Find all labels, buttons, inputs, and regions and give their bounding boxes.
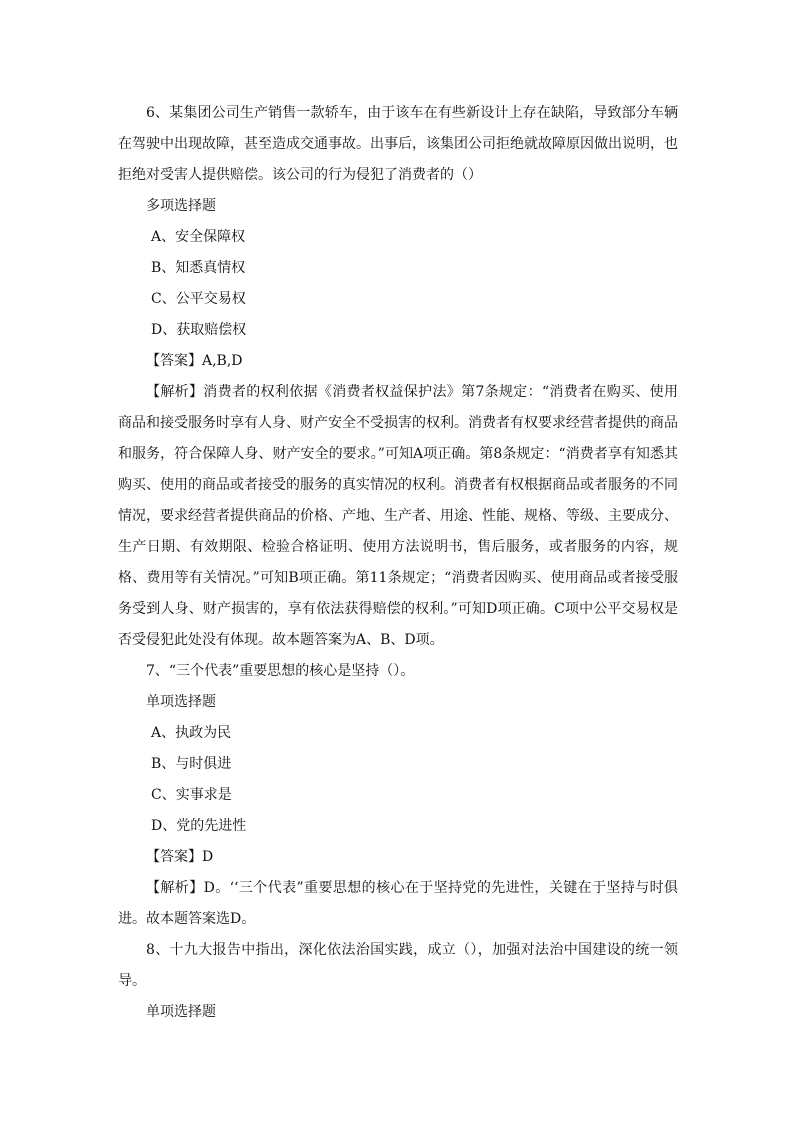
question-7-option-b: B、与时俱进: [151, 756, 232, 772]
question-6-option-d: D、获取赔偿权: [151, 322, 247, 338]
question-7-analysis: 【解析】D。‘‘三个代表”重要思想的核心在于坚持党的先进性，关键在于坚持与时俱进。故本题答案选D。: [118, 880, 678, 927]
question-8-stem: 8、十九大报告中指出，深化依法治国实践，成立（），加强对法治中国建设的统一领导。: [118, 942, 678, 989]
question-6-answer: 【答案】A,B,D: [146, 353, 243, 369]
question-7-stem: 7、“三个代表”重要思想的核心是坚持（）。: [146, 663, 415, 679]
question-7-option-a: A、执政为民: [151, 725, 232, 741]
question-6-type: 多项选择题: [146, 198, 216, 214]
question-6-analysis: 【解析】消费者的权利依据《消费者权益保护法》第7条规定：“消费者在购买、使用商品和接受服务时享有人身、财产安全不受损害的权利。消费者有权要求经营者提供的商品和服务，符合保障人身、财产安全的要求。”可知A项正确。第8条规定：“消费者享有知悉其购买、使用的商品或者接受的服务的真实情况的权利。消费者有权根据商品或者服务的不同情况，要求经营者提供商品的价格、产地、生产者、用途、性能、规格、等级、主要成分、生产日期、有效期限、检验合格证明、使用方法说明书，售后服务，或者服务的内容，规格、费用等有关情况。”可知B项正确。第11条规定；“消费者因购买、使用商品或者接受服务受到人身、财产损害的，享有依法获得赔偿的权利。”可知D项正确。C项中公平交易权是否受侵犯此处没有体现。故本题答案为A、B、D项。: [118, 384, 678, 648]
question-7-option-c: C、实事求是: [151, 787, 232, 803]
question-8-type: 单项选择题: [146, 1004, 216, 1020]
question-7-answer: 【答案】D: [146, 849, 214, 865]
question-6-option-b: B、知悉真情权: [151, 260, 246, 276]
document-page: [118, 98, 678, 1028]
question-6-stem: 6、某集团公司生产销售一款轿车，由于该车在有些新设计上存在缺陷，导致部分车辆在驾驶中出现故障，甚至造成交通事故。出事后，该集团公司拒绝就故障原因做出说明，也拒绝对受害人提供赔偿。该公司的行为侵犯了消费者的（）: [118, 105, 678, 183]
question-7-option-d: D、党的先进性: [151, 818, 247, 834]
question-6-option-c: C、公平交易权: [151, 291, 246, 307]
question-7-type: 单项选择题: [146, 694, 216, 710]
question-6-option-a: A、安全保障权: [151, 229, 246, 245]
